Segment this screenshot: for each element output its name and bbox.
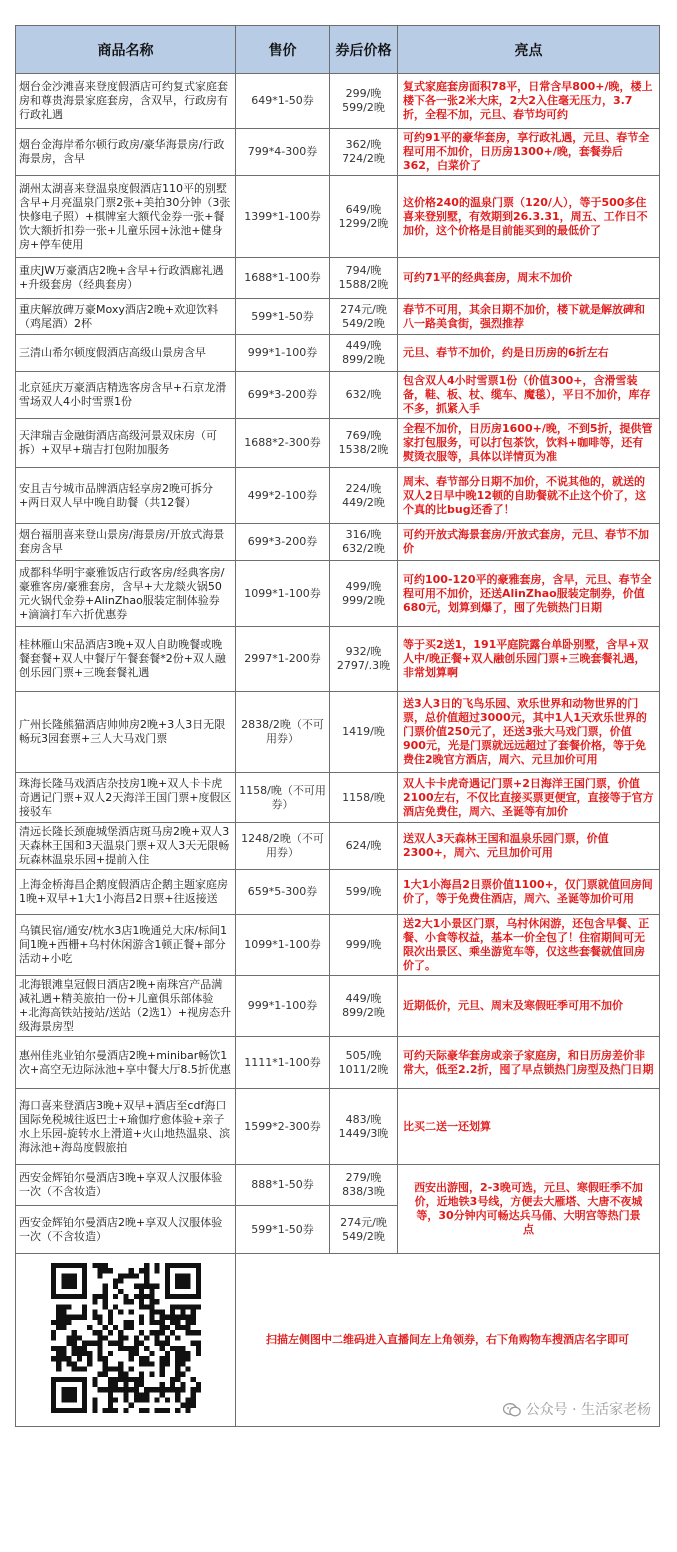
- highlight-text: 这价格240的温泉门票（120/人），等于500多住喜来登别墅，有效期到26.3.31，周五、工作日不加价，这个价格是目前能买到的最低价了: [398, 176, 660, 258]
- after-coupon-price: 632/晚: [330, 372, 398, 419]
- qr-code-icon[interactable]: [51, 1263, 201, 1413]
- highlight-text: 双人卡卡虎奇遇记门票+2日海洋王国门票，价值2100左右，不仅比直接买票更便宜，直接等于官方酒店免费住，周六、圣诞等有加价: [398, 773, 660, 823]
- highlight-text: 周末、春节部分日期不加价，不说其他的，就送的双人2日早中晚12顿的自助餐就不止这个价了，这个真的比bug还香了！: [398, 468, 660, 524]
- product-name: 三清山希尔顿度假酒店高级山景房含早: [16, 335, 236, 372]
- product-name: 成都科华明宇豪雅饭店行政客房/经典客房/豪雅客房/豪雅套房，含早+大龙燚火锅50元火锅代金券+AlinZhao服装定制体验券+滴滴打车六折优惠券: [16, 561, 236, 627]
- after-coupon-price: 449/晚 899/2晚: [330, 335, 398, 372]
- after-coupon-price: 224/晚 449/2晚: [330, 468, 398, 524]
- table-row: [16, 823, 660, 870]
- after-coupon-price: 483/晚 1449/3晚: [330, 1089, 398, 1165]
- table-row: [16, 561, 660, 627]
- highlight-text: 可约71平的经典套房，周末不加价: [398, 258, 660, 299]
- table-row: [16, 74, 660, 129]
- sale-price: 1111*1-100券: [236, 1037, 330, 1089]
- after-coupon-price: 649/晚 1299/2晚: [330, 176, 398, 258]
- after-coupon-price: 499/晚 999/2晚: [330, 561, 398, 627]
- header-name: 商品名称: [16, 26, 236, 74]
- highlight-text: 元旦、春节不加价，约是日历房的6折左右: [398, 335, 660, 372]
- table-row: [16, 335, 660, 372]
- highlight-text: 近期低价，元旦、周末及寒假旺季可用不加价: [398, 976, 660, 1037]
- table-row: [16, 915, 660, 976]
- sale-price: 1099*1-100券: [236, 561, 330, 627]
- product-name: 烟台金沙滩喜来登度假酒店可约复式家庭套房和尊贵海景家庭套房，含双早，行政房有行政礼遇: [16, 74, 236, 129]
- sale-price: 1688*1-100券: [236, 258, 330, 299]
- header-after-coupon: 券后价格: [330, 26, 398, 74]
- sale-price: 799*4-300券: [236, 129, 330, 176]
- table-row: [16, 419, 660, 468]
- highlight-text: 1大1小海昌2日票价值1100+，仅门票就值回房间价了，等于免费住酒店，周六、圣诞等加价可用: [398, 870, 660, 915]
- sale-price: 999*1-100券: [236, 976, 330, 1037]
- after-coupon-price: 279/晚 838/3晚: [330, 1165, 398, 1206]
- product-name: 烟台金海岸希尔顿行政房/豪华海景房/行政海景房，含早: [16, 129, 236, 176]
- table-row: [16, 976, 660, 1037]
- after-coupon-price: 274元/晚 549/2晚: [330, 299, 398, 335]
- after-coupon-price: 299/晚 599/2晚: [330, 74, 398, 129]
- highlight-text: 送3人3日的飞鸟乐园、欢乐世界和动物世界的门票，总价值超过3000元，其中1人1天欢乐世界的门票价值250元了，还送3张大马戏门票，价值900元，光是门票就远远超过了套餐价格，等于免费住2晚官方酒店，周六、元旦加价可用: [398, 692, 660, 773]
- wechat-icon: [503, 1403, 521, 1417]
- product-name: 西安金辉铂尔曼酒店2晚+享双人汉服体验一次（不含妆造）: [16, 1206, 236, 1254]
- table-row: [16, 129, 660, 176]
- table-row: [16, 1037, 660, 1089]
- after-coupon-price: 1158/晚: [330, 773, 398, 823]
- after-coupon-price: 362/晚 724/2晚: [330, 129, 398, 176]
- table-row: [16, 870, 660, 915]
- product-name: 重庆解放碑万豪Moxy酒店2晚+欢迎饮料（鸡尾酒）2杯: [16, 299, 236, 335]
- highlight-text: 可约100-120平的豪雅套房，含早，元旦、春节全程可用不加价，还送AlinZhao服装定制券，价值680元，划算到爆了，囤了先锁热门日期: [398, 561, 660, 627]
- after-coupon-price: 769/晚 1538/2晚: [330, 419, 398, 468]
- highlight-text: 全程不加价，日历房1600+/晚，不到5折，提供管家打包服务，可以打包茶饮，饮料+咖啡等，还有熨烫衣服等，具体以详情页为准: [398, 419, 660, 468]
- after-coupon-price: 624/晚: [330, 823, 398, 870]
- product-name: 乌镇民宿/通安/枕水3店1晚通兑大床/标间1间1晚+西栅+乌村休闲游含1顿正餐+部分活动+小吃: [16, 915, 236, 976]
- product-name: 西安金辉铂尔曼酒店3晚+享双人汉服体验一次（不含妆造）: [16, 1165, 236, 1206]
- table-row: [16, 1165, 660, 1206]
- cta-text: 扫描左侧图中二维码进入直播间左上角领券，右下角购物车搜酒店名字即可: [266, 1333, 629, 1346]
- qr-cell: [16, 1254, 236, 1427]
- footer-row: [16, 1254, 660, 1427]
- highlight-text: 可约天际豪华套房或亲子家庭房，和日历房差价非常大，低至2.2折，囤了早点锁热门房型及热门日期: [398, 1037, 660, 1089]
- deal-rows: [16, 74, 660, 1254]
- sale-price: 1399*1-100券: [236, 176, 330, 258]
- sale-price: 999*1-100券: [236, 335, 330, 372]
- table-row: [16, 524, 660, 561]
- product-name: 桂林雁山宋品酒店3晚+双人自助晚餐或晚餐套餐+双人中餐厅午餐套餐*2份+双人融创乐园门票+三晚套餐礼遇: [16, 627, 236, 692]
- header-price: 售价: [236, 26, 330, 74]
- table-row: [16, 258, 660, 299]
- table-row: [16, 176, 660, 258]
- product-name: 惠州佳兆业铂尔曼酒店2晚+minibar畅饮1次+高空无边际泳池+享中餐大厅8.5折优惠: [16, 1037, 236, 1089]
- sale-price: 888*1-50券: [236, 1165, 330, 1206]
- sale-price: 599*1-50券: [236, 1206, 330, 1254]
- after-coupon-price: 794/晚 1588/2晚: [330, 258, 398, 299]
- table-row: [16, 1089, 660, 1165]
- product-name: 珠海长隆马戏酒店杂技房1晚+双人卡卡虎奇遇记门票+双人2天海洋王国门票+度假区接驳车: [16, 773, 236, 823]
- header-row: [16, 26, 660, 74]
- product-name: 广州长隆熊猫酒店帅帅房2晚+3人3日无限畅玩3园套票+三人大马戏门票: [16, 692, 236, 773]
- highlight-text: 等于买2送1，191平庭院露台单卧别墅，含早+双人中/晚正餐+双人融创乐园门票+三晚套餐礼遇，非常划算啊: [398, 627, 660, 692]
- table-row: [16, 773, 660, 823]
- product-name: 上海金桥海昌企鹅度假酒店企鹅主题家庭房1晚+双早+1大1小海昌2日票+往返接送: [16, 870, 236, 915]
- sale-price: 699*3-200券: [236, 524, 330, 561]
- header-highlight: 亮点: [398, 26, 660, 74]
- after-coupon-price: 274元/晚 549/2晚: [330, 1206, 398, 1254]
- highlight-text: 复式家庭套房面积78平，日常含早800+/晚，楼上楼下各一张2米大床，2大2入住毫无压力，3.7折，全程不加，元旦、春节均可约: [398, 74, 660, 129]
- highlight-text: 西安出游囤，2-3晚可选，元旦、寒假旺季不加价，近地铁3号线，方便去大雁塔、大唐不夜城等，30分钟内可畅达兵马俑、大明宫等热门景点: [398, 1165, 660, 1254]
- sale-price: 2838/2晚（不可用券）: [236, 692, 330, 773]
- sale-price: 1688*2-300券: [236, 419, 330, 468]
- after-coupon-price: 505/晚 1011/2晚: [330, 1037, 398, 1089]
- product-name: 清远长隆长颈鹿城堡酒店斑马房2晚+双人3天森林王国和3天温泉门票+双人3天无限畅玩森林温泉乐园+提前入住: [16, 823, 236, 870]
- after-coupon-price: 1419/晚: [330, 692, 398, 773]
- sale-price: 1599*2-300券: [236, 1089, 330, 1165]
- highlight-text: 包含双人4小时雪票1份（价值300+，含滑雪装备，鞋、板、杖、缆车、魔毯），平日不加价，库存不多，抓紧入手: [398, 372, 660, 419]
- table-row: [16, 468, 660, 524]
- product-name: 天津瑞吉金融街酒店高级河景双床房（可拆）+双早+瑞吉打包附加服务: [16, 419, 236, 468]
- highlight-text: 可约开放式海景套房/开放式套房，元旦、春节不加价: [398, 524, 660, 561]
- product-name: 安且吉兮城市品牌酒店轻享房2晚可拆分+两日双人早中晚自助餐（共12餐）: [16, 468, 236, 524]
- product-name: 北京延庆万豪酒店精选客房含早+石京龙滑雪场双人4小时雪票1份: [16, 372, 236, 419]
- sale-price: 1248/2晚（不可用券）: [236, 823, 330, 870]
- table-row: [16, 299, 660, 335]
- sale-price: 1158/晚（不可用券）: [236, 773, 330, 823]
- after-coupon-price: 599/晚: [330, 870, 398, 915]
- sale-price: 499*2-100券: [236, 468, 330, 524]
- table-row: [16, 372, 660, 419]
- highlight-text: 春节不可用，其余日期不加价，楼下就是解放碑和八一路美食街，强烈推荐: [398, 299, 660, 335]
- table-row: [16, 692, 660, 773]
- product-name: 北海银滩皇冠假日酒店2晚+南珠宫产品满减礼遇+精美旅拍一份+儿童俱乐部体验+北海高铁站接站/送站（2选1）+视房态升级海景房型: [16, 976, 236, 1037]
- highlight-text: 比买二送一还划算: [398, 1089, 660, 1165]
- table-row: [16, 627, 660, 692]
- cta-cell: [236, 1254, 660, 1427]
- watermark-text: 公众号 · 生活家老杨: [525, 1402, 651, 1418]
- deals-table: [15, 25, 660, 1427]
- sale-price: 649*1-50券: [236, 74, 330, 129]
- after-coupon-price: 999/晚: [330, 915, 398, 976]
- after-coupon-price: 449/晚 899/2晚: [330, 976, 398, 1037]
- sale-price: 659*5-300券: [236, 870, 330, 915]
- product-name: 重庆JW万豪酒店2晚+含早+行政酒廊礼遇+升级套房（经典套房）: [16, 258, 236, 299]
- product-name: 海口喜来登酒店3晚+双早+酒店至cdf海口国际免税城往返巴士+瑜伽疗愈体验+亲子水上乐园-旋转水上滑道+火山地热温泉、滨海泳池+海岛度假旅拍: [16, 1089, 236, 1165]
- highlight-text: 送双人3天森林王国和温泉乐园门票，价值2300+，周六、元旦加价可用: [398, 823, 660, 870]
- after-coupon-price: 316/晚 632/2晚: [330, 524, 398, 561]
- product-name: 烟台福朋喜来登山景房/海景房/开放式海景套房含早: [16, 524, 236, 561]
- highlight-text: 送2大1小景区门票，乌村休闲游，还包含早餐、正餐、小食等权益，基本一价全包了！住宿期间可无限次出景区、乘坐游览车等，仅这些套餐就值回房价了。: [398, 915, 660, 976]
- sale-price: 2997*1-200券: [236, 627, 330, 692]
- product-name: 湖州太湖喜来登温泉度假酒店110平的别墅含早+月亮温泉门票2张+美拍30分钟（3张快修电子照）+棋牌室大额代金券一张+餐饮大额折扣券一张+儿童乐园+泳池+健身房+停车使用: [16, 176, 236, 258]
- sale-price: 1099*1-100券: [236, 915, 330, 976]
- highlight-text: 可约91平的豪华套房，享行政礼遇，元旦、春节全程可用不加价，日历房1300+/晚，套餐券后362，白菜价了: [398, 129, 660, 176]
- sale-price: 599*1-50券: [236, 299, 330, 335]
- watermark: [503, 1402, 651, 1418]
- sale-price: 699*3-200券: [236, 372, 330, 419]
- after-coupon-price: 932/晚 2797/.3晚: [330, 627, 398, 692]
